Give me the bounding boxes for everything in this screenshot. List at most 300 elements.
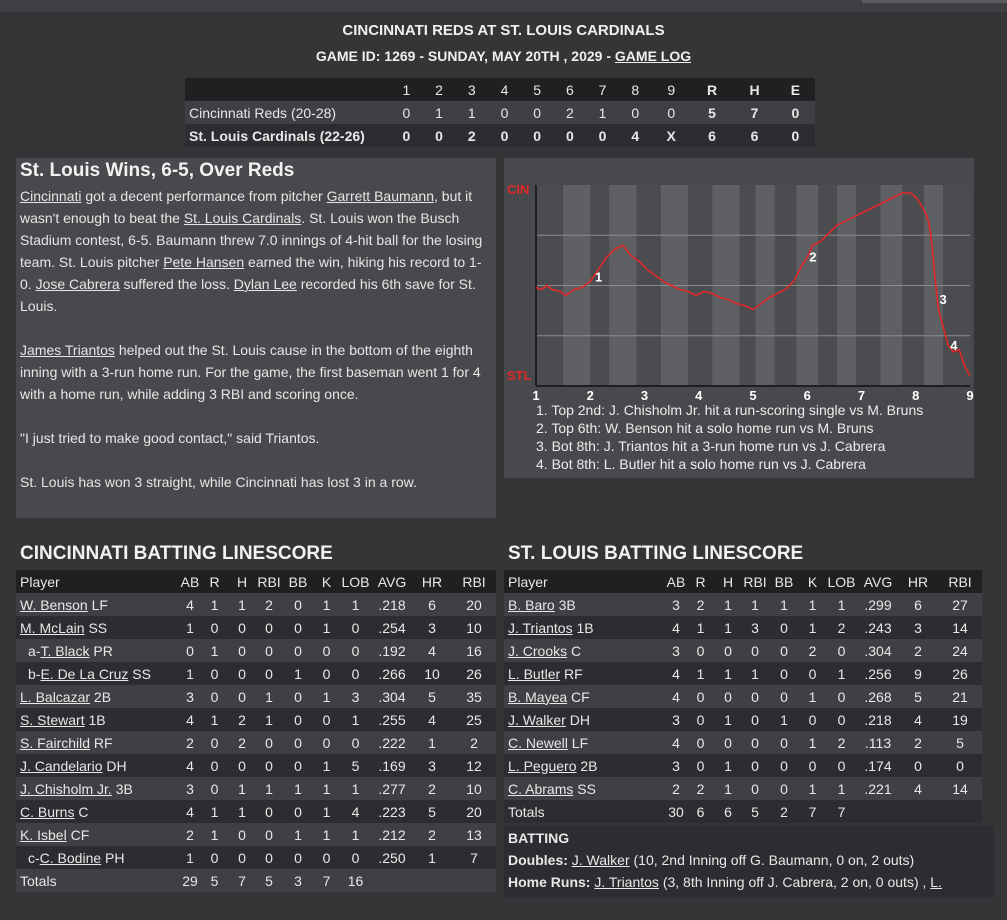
recap-text: , but it wasn't enough to beat the (20, 188, 473, 226)
stat-cell: .299 (864, 596, 892, 613)
linescore-team-name: Cincinnati Reds (20-28) (189, 104, 337, 121)
stat-cell: 1 (724, 665, 732, 682)
linescore-cell: 0 (791, 104, 800, 121)
page-title: CINCINNATI REDS AT ST. LOUIS CARDINALS (342, 22, 665, 39)
linescore-col-h: H (749, 81, 760, 98)
recap-link[interactable]: Garrett Baumann (326, 188, 434, 204)
cin-col-rbi: RBI (257, 573, 281, 590)
stl-col-rbi: RBI (743, 573, 767, 590)
stat-cell: 4 (428, 711, 436, 728)
player-link[interactable]: J. Crooks (508, 642, 568, 659)
stat-cell: 0 (837, 642, 846, 659)
linescore-cell: 1 (598, 104, 607, 121)
totals-label: Totals (508, 803, 545, 820)
player-position: 1B (84, 711, 106, 728)
stat-cell: 14 (952, 619, 968, 636)
doubles-detail: (10, 2nd Inning off G. Baumann, 0 on, 2 outs) (629, 852, 915, 868)
stat-cell: 0 (322, 711, 331, 728)
player-position: LF (567, 734, 589, 751)
stat-cell: 0 (265, 642, 273, 659)
totals-cell: 16 (347, 872, 364, 889)
linescore-cell: 0 (533, 127, 542, 144)
stat-cell: 1 (724, 780, 732, 797)
player-link[interactable]: C. Newell (508, 734, 568, 751)
event-marker: 3 (939, 291, 947, 307)
player-position: 3B (554, 596, 576, 613)
stl-col-bb: BB (774, 573, 794, 590)
totals-row (16, 869, 496, 892)
stat-cell: .169 (378, 757, 406, 774)
stat-cell: 1 (837, 780, 846, 797)
stl-col-ab: AB (666, 573, 686, 590)
totals-cell (938, 800, 982, 823)
stl-col-player: Player (508, 573, 548, 590)
stat-cell: .218 (864, 711, 892, 728)
stat-cell: 0 (294, 757, 302, 774)
doubles-note (508, 852, 914, 868)
stat-cell: 0 (294, 596, 302, 613)
stat-cell: 0 (210, 780, 219, 797)
totals-cell (858, 800, 898, 823)
linescore-cell: 7 (750, 104, 759, 121)
recap-text: recorded his 6th save for St. Louis. (20, 276, 476, 314)
linescore-team-header (185, 78, 390, 101)
player-link[interactable]: L. Peguero (508, 757, 577, 774)
player-link[interactable]: J. Candelario (20, 757, 103, 774)
stat-cell: 3 (672, 642, 680, 659)
top-bar-tab[interactable] (862, 0, 1007, 3)
player-position: 2B (576, 757, 598, 774)
cin-col-r: R (209, 573, 220, 590)
stat-cell: 7 (470, 849, 478, 866)
recap-link[interactable]: Jose Cabrera (35, 276, 120, 292)
stat-cell: 2 (914, 734, 922, 751)
player-link[interactable]: J. Walker (508, 711, 566, 728)
stat-cell: 5 (956, 734, 964, 751)
stat-cell: .223 (378, 803, 406, 820)
player-position: DH (102, 757, 127, 774)
stat-cell: 0 (265, 665, 273, 682)
game-log-link[interactable]: GAME LOG (614, 48, 692, 64)
stat-cell: 3 (672, 596, 680, 613)
stat-cell: 0 (210, 619, 219, 636)
sub-prefix: c- (28, 849, 40, 866)
recap-link[interactable]: St. Louis Cardinals (183, 210, 302, 226)
player-link[interactable]: S. Stewart (20, 711, 85, 728)
stat-cell: 0 (294, 642, 302, 659)
stat-cell: 1 (837, 596, 846, 613)
home-runs-note (508, 874, 942, 890)
stat-cell: 1 (294, 665, 302, 682)
stat-cell: 4 (672, 665, 680, 682)
stat-cell: 0 (294, 711, 302, 728)
batter-cell (504, 662, 665, 685)
batter-cell (16, 754, 179, 777)
linescore-cell: 1 (467, 104, 476, 121)
stat-cell: 2 (672, 780, 680, 797)
stat-cell: 0 (780, 619, 788, 636)
linescore-col-5: 5 (533, 81, 542, 98)
stat-cell: 0 (210, 849, 219, 866)
stat-cell: 1 (751, 596, 759, 613)
batting-notes (504, 826, 994, 898)
stat-cell: 0 (696, 642, 705, 659)
player-link[interactable]: W. Benson (20, 596, 88, 613)
stat-cell: 10 (424, 665, 440, 682)
stat-cell: 0 (351, 849, 360, 866)
player-position: 2B (90, 688, 112, 705)
event-marker: 2 (809, 249, 817, 265)
stat-cell: 1 (724, 757, 732, 774)
recap-link[interactable]: Dylan Lee (233, 276, 297, 292)
stat-cell: 0 (294, 688, 302, 705)
stat-cell: 0 (238, 849, 246, 866)
stat-cell: .113 (864, 734, 892, 751)
stat-cell: 0 (238, 688, 246, 705)
batter-row (504, 777, 982, 800)
player-position: SS (573, 780, 596, 797)
player-link[interactable]: J. Triantos (508, 619, 573, 636)
player-link[interactable]: S. Fairchild (20, 734, 91, 751)
linescore-cell: 0 (667, 104, 676, 121)
stat-cell: 0 (780, 757, 788, 774)
stat-cell: 3 (428, 619, 436, 636)
game-info: GAME ID: 1269 - SUNDAY, MAY 20TH , 2029 - (315, 48, 615, 64)
totals-cell: 5 (751, 803, 759, 820)
totals-cell: 5 (265, 872, 273, 889)
player-position: 3B (111, 780, 133, 797)
linescore-col-e: E (790, 81, 801, 98)
stl-col-lob: LOB (827, 573, 856, 590)
stat-cell: 0 (696, 734, 705, 751)
player-position: DH (565, 711, 590, 728)
stat-cell: 1 (808, 734, 817, 751)
stat-cell: 1 (186, 619, 194, 636)
stat-cell: 2 (696, 596, 705, 613)
player-link[interactable]: M. McLain (20, 619, 85, 636)
stat-cell: 2 (428, 826, 436, 843)
stat-cell: 0 (322, 642, 331, 659)
win-probability-chart (504, 158, 974, 403)
stat-cell: 0 (837, 688, 846, 705)
stat-cell: .304 (378, 688, 406, 705)
totals-label: Totals (20, 872, 57, 889)
batter-cell (504, 639, 665, 662)
player-position: C (74, 803, 89, 820)
stat-cell: 0 (294, 734, 302, 751)
player-link[interactable]: L. Balcazar (20, 688, 91, 705)
stat-cell: 6 (914, 596, 922, 613)
batter-row (504, 593, 982, 616)
batter-row (504, 662, 982, 685)
x-tick-label: 4 (695, 388, 703, 403)
home-runs-player-link-2[interactable]: L. (930, 874, 942, 890)
stat-cell: .243 (864, 619, 892, 636)
stat-cell: 1 (351, 826, 360, 843)
stat-cell: 2 (265, 596, 273, 613)
linescore-col-8: 8 (631, 81, 640, 98)
stat-cell: 1 (808, 780, 817, 797)
stat-cell: 0 (696, 711, 705, 728)
player-link[interactable]: B. Mayea (508, 688, 568, 705)
batter-cell (16, 639, 179, 662)
batter-cell (504, 708, 665, 731)
stat-cell: 0 (780, 665, 788, 682)
linescore-row (185, 101, 815, 124)
stat-cell: 0 (265, 619, 273, 636)
recap-paragraph-2 (20, 339, 492, 405)
player-position: SS (84, 619, 108, 636)
stat-cell: 0 (956, 757, 964, 774)
cin-col-ab: AB (180, 573, 200, 590)
stat-cell: 14 (952, 780, 968, 797)
recap-text: earned the win, hiking his record to 1-0. (20, 254, 482, 292)
linescore-cell: 0 (598, 127, 607, 144)
stat-cell: 0 (351, 619, 360, 636)
batter-row (16, 846, 496, 869)
linescore-col-r: R (706, 81, 718, 98)
stat-cell: 1 (322, 757, 331, 774)
stat-cell: 0 (724, 734, 732, 751)
stat-cell: 1 (210, 826, 219, 843)
stat-cell: 1 (808, 688, 817, 705)
cin-col-rbi: RBI (462, 573, 486, 590)
stat-cell: 13 (466, 826, 482, 843)
stat-cell: 4 (914, 711, 922, 728)
stat-cell: 2 (914, 642, 922, 659)
stat-cell: 0 (808, 757, 817, 774)
stat-cell: 0 (265, 757, 273, 774)
stat-cell: 1 (210, 642, 219, 659)
stat-cell: 0 (238, 642, 246, 659)
stat-cell: 3 (186, 780, 194, 797)
stat-cell: 26 (952, 665, 968, 682)
stat-cell: 5 (914, 688, 922, 705)
linescore-cell: 4 (631, 127, 640, 144)
game-recap-panel (16, 158, 496, 518)
stl-batting-table (504, 570, 982, 823)
batter-cell (16, 777, 179, 800)
stat-cell: 0 (294, 803, 302, 820)
stat-cell: 1 (724, 619, 732, 636)
stat-cell: 35 (466, 688, 482, 705)
recap-quote: "I just tried to make good contact," said Triantos. (20, 430, 320, 446)
stat-cell: 0 (751, 688, 759, 705)
stat-cell: 26 (466, 665, 482, 682)
stat-cell: 2 (808, 642, 817, 659)
batter-cell (16, 616, 179, 639)
stat-cell: 1 (265, 688, 273, 705)
recap-text: got a decent performance from pitcher (81, 188, 327, 204)
stat-cell: 0 (265, 734, 273, 751)
home-runs-player-link[interactable]: J. Triantos (594, 874, 659, 890)
stat-cell: 0 (294, 849, 302, 866)
stat-cell: 0 (751, 780, 759, 797)
event-marker: 4 (950, 337, 958, 353)
batter-row (504, 754, 982, 777)
player-link[interactable]: T. Black (40, 642, 90, 659)
stat-cell: 3 (186, 688, 194, 705)
linescore-col-3: 3 (467, 81, 476, 98)
recap-text: suffered the loss. (119, 276, 234, 292)
stat-cell: 4 (351, 803, 360, 820)
player-position: RF (560, 665, 583, 682)
stat-cell: 5 (428, 688, 436, 705)
stat-cell: 0 (351, 642, 360, 659)
player-position: RF (90, 734, 113, 751)
stat-cell: 1 (696, 619, 705, 636)
batter-cell (504, 731, 665, 754)
win-probability-note: 4. Bot 8th: L. Butler hit a solo home run vs J. Cabrera (536, 456, 866, 472)
stat-cell: 3 (351, 688, 360, 705)
stat-cell: 21 (952, 688, 968, 705)
recap-link[interactable]: Pete Hansen (163, 254, 245, 270)
stat-cell: 0 (808, 711, 817, 728)
stat-cell: 1 (724, 711, 732, 728)
stat-cell: 1 (210, 711, 219, 728)
event-marker: 1 (594, 269, 603, 285)
linescore-team-name: St. Louis Cardinals (22-26) (189, 127, 365, 144)
stat-cell: .254 (378, 619, 406, 636)
stat-cell: 1 (265, 711, 273, 728)
stat-cell: 1 (780, 596, 788, 613)
stat-cell: 0 (808, 665, 817, 682)
batter-row (504, 685, 982, 708)
win-probability-note: 1. Top 2nd: J. Chisholm Jr. hit a run-scoring single vs M. Bruns (536, 402, 924, 418)
linescore-cell: 0 (565, 127, 574, 144)
top-bar (0, 0, 1007, 12)
stat-cell: 0 (914, 757, 922, 774)
batter-row (504, 639, 982, 662)
game-subtitle (0, 48, 1007, 64)
stl-batting-title: ST. LOUIS BATTING LINESCORE (508, 543, 804, 564)
player-link[interactable]: C. Bodine (39, 849, 102, 866)
stat-cell: 0 (724, 688, 732, 705)
x-tick-label: 7 (857, 388, 866, 403)
batter-row (16, 616, 496, 639)
batter-row (16, 593, 496, 616)
cin-col-h: H (236, 573, 248, 590)
batter-row (16, 708, 496, 731)
stat-cell: .266 (378, 665, 406, 682)
batter-row (16, 800, 496, 823)
stat-cell: 0 (780, 642, 788, 659)
batter-cell (504, 685, 665, 708)
win-probability-panel (504, 158, 974, 478)
batter-cell (504, 777, 665, 800)
batter-cell (16, 593, 179, 616)
stat-cell: 4 (672, 688, 680, 705)
batter-row (16, 777, 496, 800)
stat-cell: 1 (351, 780, 360, 797)
linescore-cell: 0 (500, 127, 509, 144)
player-link[interactable]: J. Chisholm Jr. (20, 780, 112, 797)
stat-cell: 0 (751, 734, 759, 751)
stat-cell: 3 (914, 619, 922, 636)
sub-prefix: b- (28, 665, 41, 682)
stl-col-avg: AVG (863, 573, 893, 590)
stat-cell: .304 (864, 642, 892, 659)
x-tick-label: 9 (966, 388, 974, 403)
linescore-cell: 5 (708, 104, 716, 121)
game-linescore (185, 78, 815, 147)
batter-row (16, 662, 496, 685)
batter-cell (16, 708, 179, 731)
player-link[interactable]: E. De La Cruz (40, 665, 129, 682)
player-link[interactable]: B. Baro (508, 596, 555, 613)
stl-col-hr: HR (907, 573, 929, 590)
stat-cell: 16 (466, 642, 482, 659)
stat-cell: 1 (351, 596, 360, 613)
stat-cell: 1 (322, 596, 331, 613)
stat-cell: 0 (322, 734, 331, 751)
home-runs-detail: (3, 8th Inning off J. Cabrera, 2 on, 0 outs) , (658, 874, 931, 890)
totals-cell: 2 (780, 803, 788, 820)
stat-cell: .268 (864, 688, 892, 705)
stat-cell: 0 (696, 757, 705, 774)
stat-cell: 3 (751, 619, 759, 636)
doubles-player-link[interactable]: J. Walker (571, 852, 630, 868)
linescore-cell: 0 (631, 104, 640, 121)
totals-cell: 30 (668, 803, 684, 820)
stat-cell: 1 (428, 849, 436, 866)
stat-cell: .256 (864, 665, 892, 682)
stat-cell: 1 (808, 596, 817, 613)
linescore-cell: 0 (402, 104, 411, 121)
linescore-cell: 0 (435, 127, 443, 144)
cin-col-player: Player (20, 573, 60, 590)
batter-row (16, 685, 496, 708)
stat-cell: 4 (186, 803, 194, 820)
stl-batting-header (504, 570, 982, 593)
totals-cell: 3 (294, 872, 302, 889)
recap-headline: St. Louis Wins, 6-5, Over Reds (20, 160, 295, 181)
recap-link[interactable]: Cincinnati (20, 188, 82, 204)
totals-cell: 6 (724, 803, 732, 820)
stat-cell: 20 (466, 596, 482, 613)
player-link[interactable]: L. Butler (508, 665, 561, 682)
win-probability-note: 2. Top 6th: W. Benson hit a solo home run vs M. Bruns (536, 420, 874, 436)
stat-cell: 0 (751, 711, 759, 728)
stat-cell: 1 (186, 665, 194, 682)
recap-text: . St. Louis won the Busch Stadium contest, 6-5. Baumann threw 7.0 innings of 4-hit ball for the losing team. St. Louis pitcher (20, 210, 483, 270)
stat-cell: 5 (351, 757, 360, 774)
batter-row (16, 823, 496, 846)
chart-bottom-label: STL (507, 368, 532, 383)
player-link[interactable]: K. Isbel (20, 826, 67, 843)
stat-cell: .192 (378, 642, 406, 659)
player-link[interactable]: C. Abrams (508, 780, 574, 797)
recap-link[interactable]: James Triantos (20, 342, 115, 358)
stat-cell: 1 (696, 665, 705, 682)
stat-cell: 3 (428, 757, 436, 774)
stat-cell: 0 (238, 619, 246, 636)
stat-cell: 1 (724, 596, 732, 613)
stat-cell: 4 (186, 757, 194, 774)
stat-cell: 1 (186, 849, 194, 866)
stat-cell: .255 (378, 711, 406, 728)
x-tick-label: 5 (749, 388, 757, 403)
player-position: SS (128, 665, 151, 682)
x-tick-label: 3 (640, 388, 649, 403)
home-runs-label: Home Runs: (508, 874, 595, 890)
stat-cell: 27 (952, 596, 968, 613)
batter-cell (16, 800, 179, 823)
stat-cell: 0 (210, 757, 219, 774)
player-link[interactable]: C. Burns (20, 803, 75, 820)
player-position: 1B (572, 619, 594, 636)
stat-cell: 3 (672, 711, 680, 728)
